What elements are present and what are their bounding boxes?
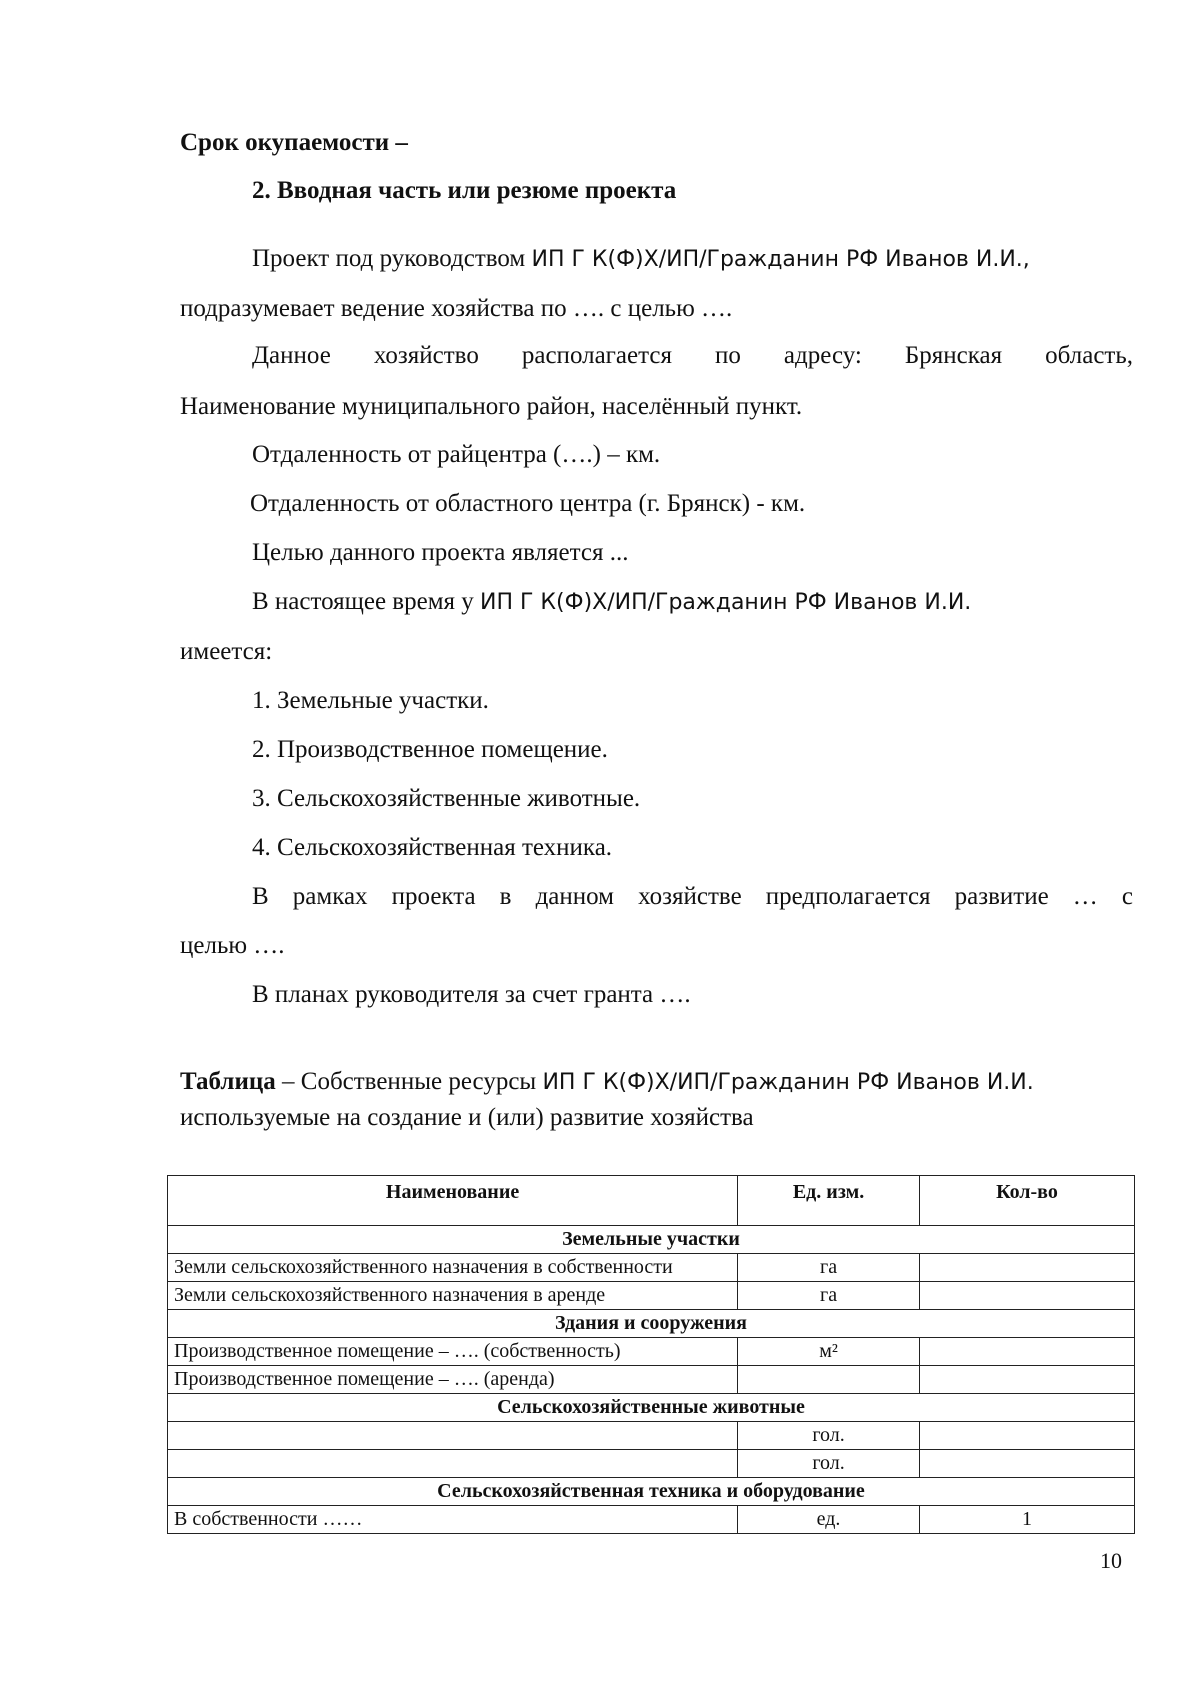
paragraph-grant: В планах руководителя за счет гранта …. xyxy=(252,981,691,1008)
cell-qty xyxy=(919,1366,1134,1394)
project-goal: Целью данного проекта является ... xyxy=(252,539,629,566)
list-item: 1. Земельные участки. xyxy=(252,687,489,714)
cell-unit: га xyxy=(738,1282,920,1310)
cell-name: Производственное помещение – …. (собственность) xyxy=(168,1338,738,1366)
applicant-name: ИП Г К(Ф)Х/ИП/Гражданин РФ Иванов И.И. xyxy=(542,1070,1034,1095)
cell-unit xyxy=(738,1366,920,1394)
table-caption-line1 xyxy=(180,1067,1034,1097)
list-item: 4. Сельскохозяйственная техника. xyxy=(252,834,613,861)
cell-qty xyxy=(919,1450,1134,1478)
table-row xyxy=(168,1506,1135,1534)
table-section-row xyxy=(168,1310,1135,1338)
cell-qty: 1 xyxy=(919,1506,1134,1534)
cell-qty xyxy=(919,1338,1134,1366)
cell-unit: м² xyxy=(738,1338,920,1366)
section-title: 2. Вводная часть или резюме проекта xyxy=(252,177,677,204)
applicant-name: ИП Г К(Ф)Х/ИП/Гражданин РФ Иванов И.И. xyxy=(480,590,972,615)
distance-region: Отдаленность от областного центра (г. Брянск) - км. xyxy=(250,490,806,517)
paragraph-text: Проект под руководством xyxy=(252,245,532,272)
paragraph-development-line1: В рамках проекта в данном хозяйстве предполагается развитие … с xyxy=(252,883,1133,910)
paragraph-project-line2: подразумевает ведение хозяйства по …. с целью …. xyxy=(180,295,733,322)
cell-qty xyxy=(919,1254,1134,1282)
paragraph-address-line1: Данное хозяйство располагается по адресу: Брянская область, xyxy=(252,342,1133,369)
cell-name: Земли сельскохозяйственного назначения в собственности xyxy=(168,1254,738,1282)
cell-qty xyxy=(919,1282,1134,1310)
page-number: 10 xyxy=(1100,1548,1122,1573)
cell-unit: га xyxy=(738,1254,920,1282)
payback-heading: Срок окупаемости – xyxy=(180,129,408,156)
table-row xyxy=(168,1450,1135,1478)
list-item: 3. Сельскохозяйственные животные. xyxy=(252,785,641,812)
column-header-qty: Кол-во xyxy=(919,1176,1134,1226)
paragraph-now-line1 xyxy=(252,587,1133,617)
resources-table xyxy=(167,1175,1135,1534)
column-header-unit: Ед. изм. xyxy=(738,1176,920,1226)
cell-unit: гол. xyxy=(738,1422,920,1450)
cell-name: Производственное помещение – …. (аренда) xyxy=(168,1366,738,1394)
paragraph-now-line2: имеется: xyxy=(180,638,273,665)
table-caption-label: Таблица xyxy=(180,1068,276,1095)
applicant-name: ИП Г К(Ф)Х/ИП/Гражданин РФ Иванов И.И., xyxy=(531,247,1030,272)
section-buildings: Здания и сооружения xyxy=(168,1310,1135,1338)
cell-name xyxy=(168,1450,738,1478)
table-section-row xyxy=(168,1394,1135,1422)
table-row xyxy=(168,1338,1135,1366)
distance-district: Отдаленность от райцентра (….) – км. xyxy=(252,441,661,468)
table-row xyxy=(168,1366,1135,1394)
table-section-row xyxy=(168,1478,1135,1506)
section-land: Земельные участки xyxy=(168,1226,1135,1254)
paragraph-project-line1 xyxy=(252,244,1133,274)
table-row xyxy=(168,1282,1135,1310)
table-header-row xyxy=(168,1176,1135,1226)
list-item: 2. Производственное помещение. xyxy=(252,736,608,763)
table-caption-line2: используемые на создание и (или) развитие хозяйства xyxy=(180,1104,754,1131)
cell-qty xyxy=(919,1422,1134,1450)
paragraph-text: В настоящее время у xyxy=(252,588,481,615)
table-section-row xyxy=(168,1226,1135,1254)
table-row xyxy=(168,1422,1135,1450)
table-row xyxy=(168,1254,1135,1282)
cell-unit: ед. xyxy=(738,1506,920,1534)
cell-name: В собственности …… xyxy=(168,1506,738,1534)
paragraph-development-line2: целью …. xyxy=(180,932,285,959)
table-caption-text: – Собственные ресурсы xyxy=(275,1068,543,1095)
cell-unit: гол. xyxy=(738,1450,920,1478)
section-machinery: Сельскохозяйственная техника и оборудование xyxy=(168,1478,1135,1506)
section-animals: Сельскохозяйственные животные xyxy=(168,1394,1135,1422)
cell-name: Земли сельскохозяйственного назначения в аренде xyxy=(168,1282,738,1310)
cell-name xyxy=(168,1422,738,1450)
paragraph-address-line2: Наименование муниципального район, населённый пункт. xyxy=(180,393,803,420)
column-header-name: Наименование xyxy=(168,1176,738,1226)
